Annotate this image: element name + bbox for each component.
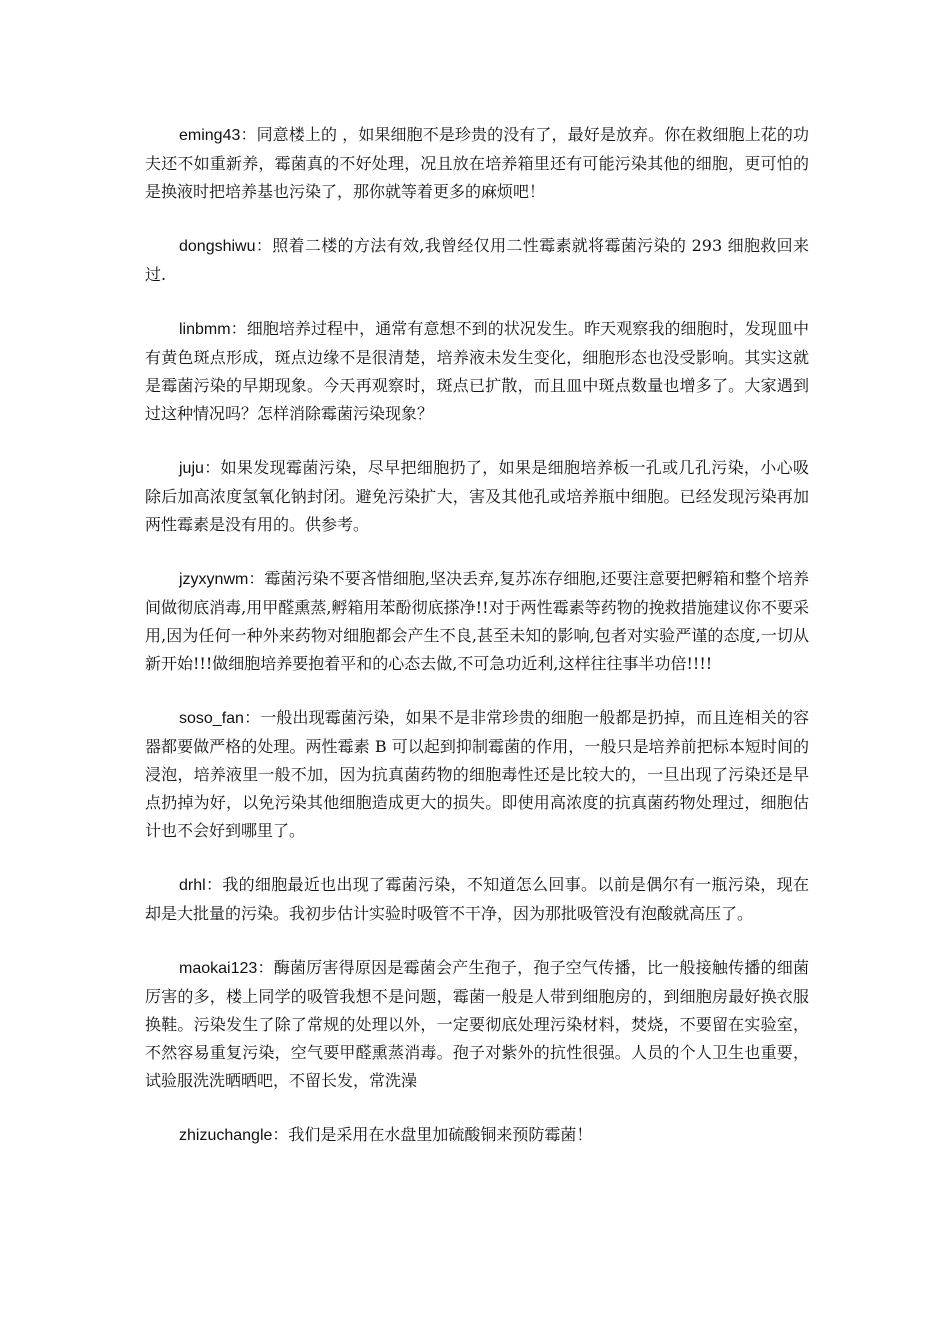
post-dongshiwu [145, 232, 809, 289]
post-maokai123 [145, 954, 809, 1095]
post-text: 细胞培养过程中，通常有意想不到的状况发生。昨天观察我的细胞时，发现皿中有黄色斑点形成，斑点边缘不是很清楚，培养液未发生变化，细胞形态也没受影响。其实这就是霉菌污染的早期现象。今天再观察时，斑点已扩散，而且皿中斑点数量也增多了。大家遇到过这种情况吗？怎样消除霉菌污染现象？ [145, 319, 809, 423]
post-text: 同意楼上的 ，如果细胞不是珍贵的没有了，最好是放弃。你在救细胞上花的功夫还不如重新养，霉菌真的不好处理，况且放在培养箱里还有可能污染其他的细胞，更可怕的是换液时把培养基也污染了，那你就等着更多的麻烦吧！ [145, 125, 809, 201]
post-username: dongshiwu [179, 238, 256, 255]
post-username: soso_fan [179, 710, 244, 727]
post-eming43 [145, 121, 809, 206]
post-separator: ： [205, 875, 223, 894]
post-username: zhizuchangle [179, 1127, 273, 1144]
post-username: drhl [179, 877, 206, 894]
post-jzyxynwm [145, 565, 809, 678]
post-text: 酶菌厉害得原因是霉菌会产生孢子，孢子空气传播，比一般接触传播的细菌厉害的多，楼上同学的吸管我想不是问题，霉菌一般是人带到细胞房的，到细胞房最好换衣服换鞋。污染发生了除了常规的处理以外，一定要彻底处理污染材料，焚烧，不要留在实验室，不然容易重复污染，空气要甲醛熏蒸消毒。孢子对紫外的抗性很强。人员的个人卫生也重要，试验服洗洗晒晒吧，不留长发，常洗澡 [145, 958, 809, 1090]
post-separator: ： [257, 958, 274, 977]
post-separator: ： [203, 458, 221, 477]
post-drhl [145, 871, 809, 928]
post-text: 如果发现霉菌污染，尽早把细胞扔了，如果是细胞培养板一孔或几孔污染，小心吸除后加高浓度氢氧化钠封闭。避免污染扩大，害及其他孔或培养瓶中细胞。已经发现污染再加两性霉素是没有用的。供参考。 [145, 458, 809, 534]
post-username: jzyxynwm [179, 571, 249, 588]
post-soso-fan [145, 704, 809, 845]
post-separator: ： [240, 125, 257, 144]
post-text: 我的细胞最近也出现了霉菌污染，不知道怎么回事。以前是偶尔有一瓶污染，现在却是大批量的污染。我初步估计实验时吸管不干净，因为那批吸管没有泡酸就高压了。 [145, 875, 809, 923]
post-juju [145, 454, 809, 539]
post-zhizuchangle [145, 1121, 809, 1150]
post-username: eming43 [179, 127, 241, 144]
forum-thread [145, 121, 809, 1176]
post-text: 照着二楼的方法有效,我曾经仅用二性霉素就将霉菌污染的 293 细胞救回来过. [145, 236, 809, 284]
post-separator: ： [243, 708, 261, 727]
post-username: linbmm [179, 321, 231, 338]
post-username: maokai123 [179, 960, 258, 977]
post-separator: ： [255, 236, 273, 255]
post-linbmm [145, 315, 809, 428]
post-text: 一般出现霉菌污染，如果不是非常珍贵的细胞一般都是扔掉，而且连相关的容器都要做严格的处理。两性霉素 B 可以起到抑制霉菌的作用，一般只是培养前把标本短时间的浸泡，培养液里一般不加，因为抗真菌药物的细胞毒性还是比较大的，一旦出现了污染还是早点扔掉为好，以免污染其他细胞造成更大的损失。即使用高浓度的抗真菌药物处理过，细胞估计也不会好到哪里了。 [145, 708, 809, 840]
post-username: juju [179, 460, 204, 477]
post-separator: ： [230, 319, 247, 338]
post-separator: ： [272, 1125, 289, 1144]
post-text: 霉菌污染不要吝惜细胞,坚决丢弃,复苏冻存细胞,还要注意要把孵箱和整个培养间做彻底消毒,用甲醛熏蒸,孵箱用苯酚彻底搽净!!对于两性霉素等药物的挽救措施建议你不要采用,因为任何一种外来药物对细胞都会产生不良,甚至未知的影响,包者对实验严谨的态度,一切从新开始!!!做细胞培养要抱着平和的心态去做,不可急功近利,这样往往事半功倍!!!! [145, 569, 809, 673]
post-separator: ： [248, 569, 265, 588]
post-text: 我们是采用在水盘里加硫酸铜来预防霉菌！ [288, 1125, 593, 1144]
